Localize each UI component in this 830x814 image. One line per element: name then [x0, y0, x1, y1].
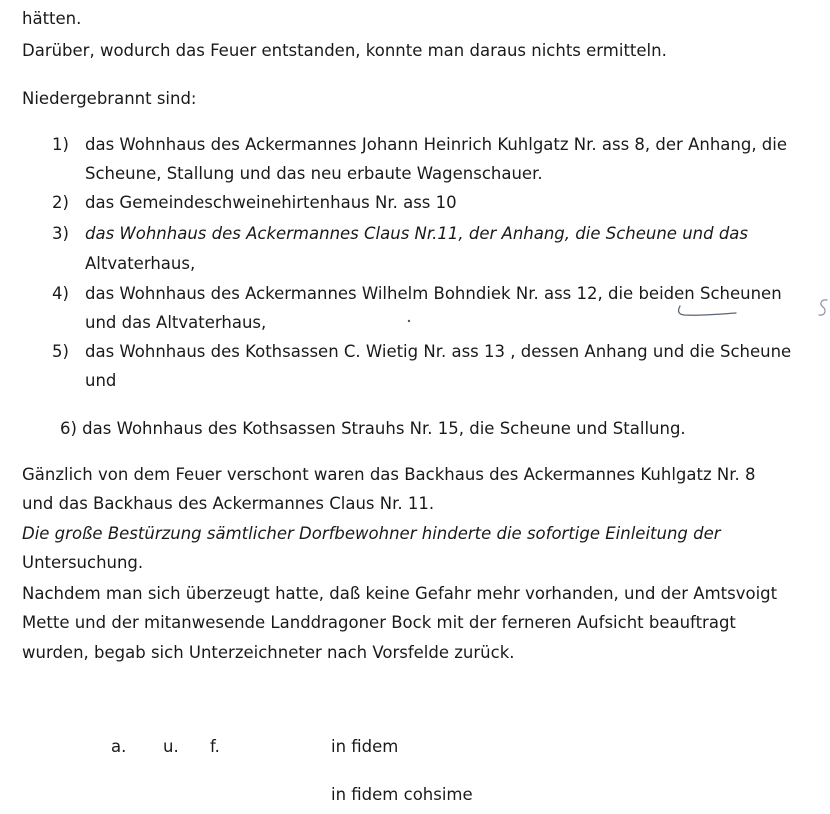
- intro-line-1: hätten.: [22, 9, 82, 28]
- list-item-text: das Wohnhaus des Kothsassen C. Wietig Nr. ass 13 , dessen Anhang und die Scheune: [85, 342, 792, 361]
- paragraph-line: Nachdem man sich überzeugt hatte, daß keine Gefahr mehr vorhanden, und der Amtsvoigt: [22, 584, 778, 603]
- list-item-number: 5): [52, 342, 69, 361]
- list-item-text: und das Altvaterhaus,: [85, 313, 267, 332]
- paragraph-line: Gänzlich von dem Feuer verschont waren das Backhaus des Ackermannes Kuhlgatz Nr. 8: [22, 465, 756, 484]
- paragraph-line: Untersuchung.: [22, 553, 144, 572]
- list-item-number: 4): [52, 284, 69, 303]
- list-item-text: Scheune, Stallung und das neu erbaute Wagenschauer.: [85, 164, 543, 183]
- list-item-text: das Wohnhaus des Ackermannes Wilhelm Bohndiek Nr. ass 12, die beiden Scheunen: [85, 284, 782, 303]
- paragraph-line: wurden, begab sich Unterzeichneter nach Vorsfelde zurück.: [22, 643, 515, 662]
- paragraph-line: Die große Bestürzung sämtlicher Dorfbewohner hinderte die sofortige Einleitung der: [22, 524, 721, 543]
- paragraph-line: Mette und der mitanwesende Landdragoner Bock mit der ferneren Aufsicht beauftragt: [22, 613, 736, 632]
- list-heading: Niedergebrannt sind:: [22, 89, 197, 108]
- list-item-text: das Gemeindeschweinehirtenhaus Nr. ass 10: [85, 193, 457, 212]
- list-item-text: Altvaterhaus,: [85, 254, 196, 273]
- paragraph-line: und das Backhaus des Ackermannes Claus Nr. 11.: [22, 494, 435, 513]
- list-item-text: das Wohnhaus des Ackermannes Johann Heinrich Kuhlgatz Nr. ass 8, der Anhang, die: [85, 135, 788, 154]
- list-item-number: 3): [52, 224, 69, 243]
- list-item-number: 2): [52, 193, 69, 212]
- signature-abbrev-f: f.: [210, 737, 220, 756]
- signature-in-fidem: in fidem: [331, 737, 399, 756]
- signature-in-fidem-cohsime: in fidem cohsime: [331, 785, 473, 804]
- list-item-text: das Wohnhaus des Ackermannes Claus Nr.11, der Anhang, die Scheune und das: [85, 224, 749, 243]
- signature-abbrev-u: u.: [163, 737, 179, 756]
- list-item-text: und: [85, 371, 117, 390]
- intro-line-2: Darüber, wodurch das Feuer entstanden, konnte man daraus nichts ermitteln.: [22, 41, 667, 60]
- pencil-underline-mark: [670, 302, 750, 322]
- speck-mark: [406, 318, 412, 324]
- pencil-margin-mark: [815, 294, 830, 324]
- signature-abbrev-a: a.: [111, 737, 127, 756]
- list-item-number: 1): [52, 135, 69, 154]
- list-item-6: 6) das Wohnhaus des Kothsassen Strauhs Nr. 15, die Scheune und Stallung.: [60, 419, 686, 438]
